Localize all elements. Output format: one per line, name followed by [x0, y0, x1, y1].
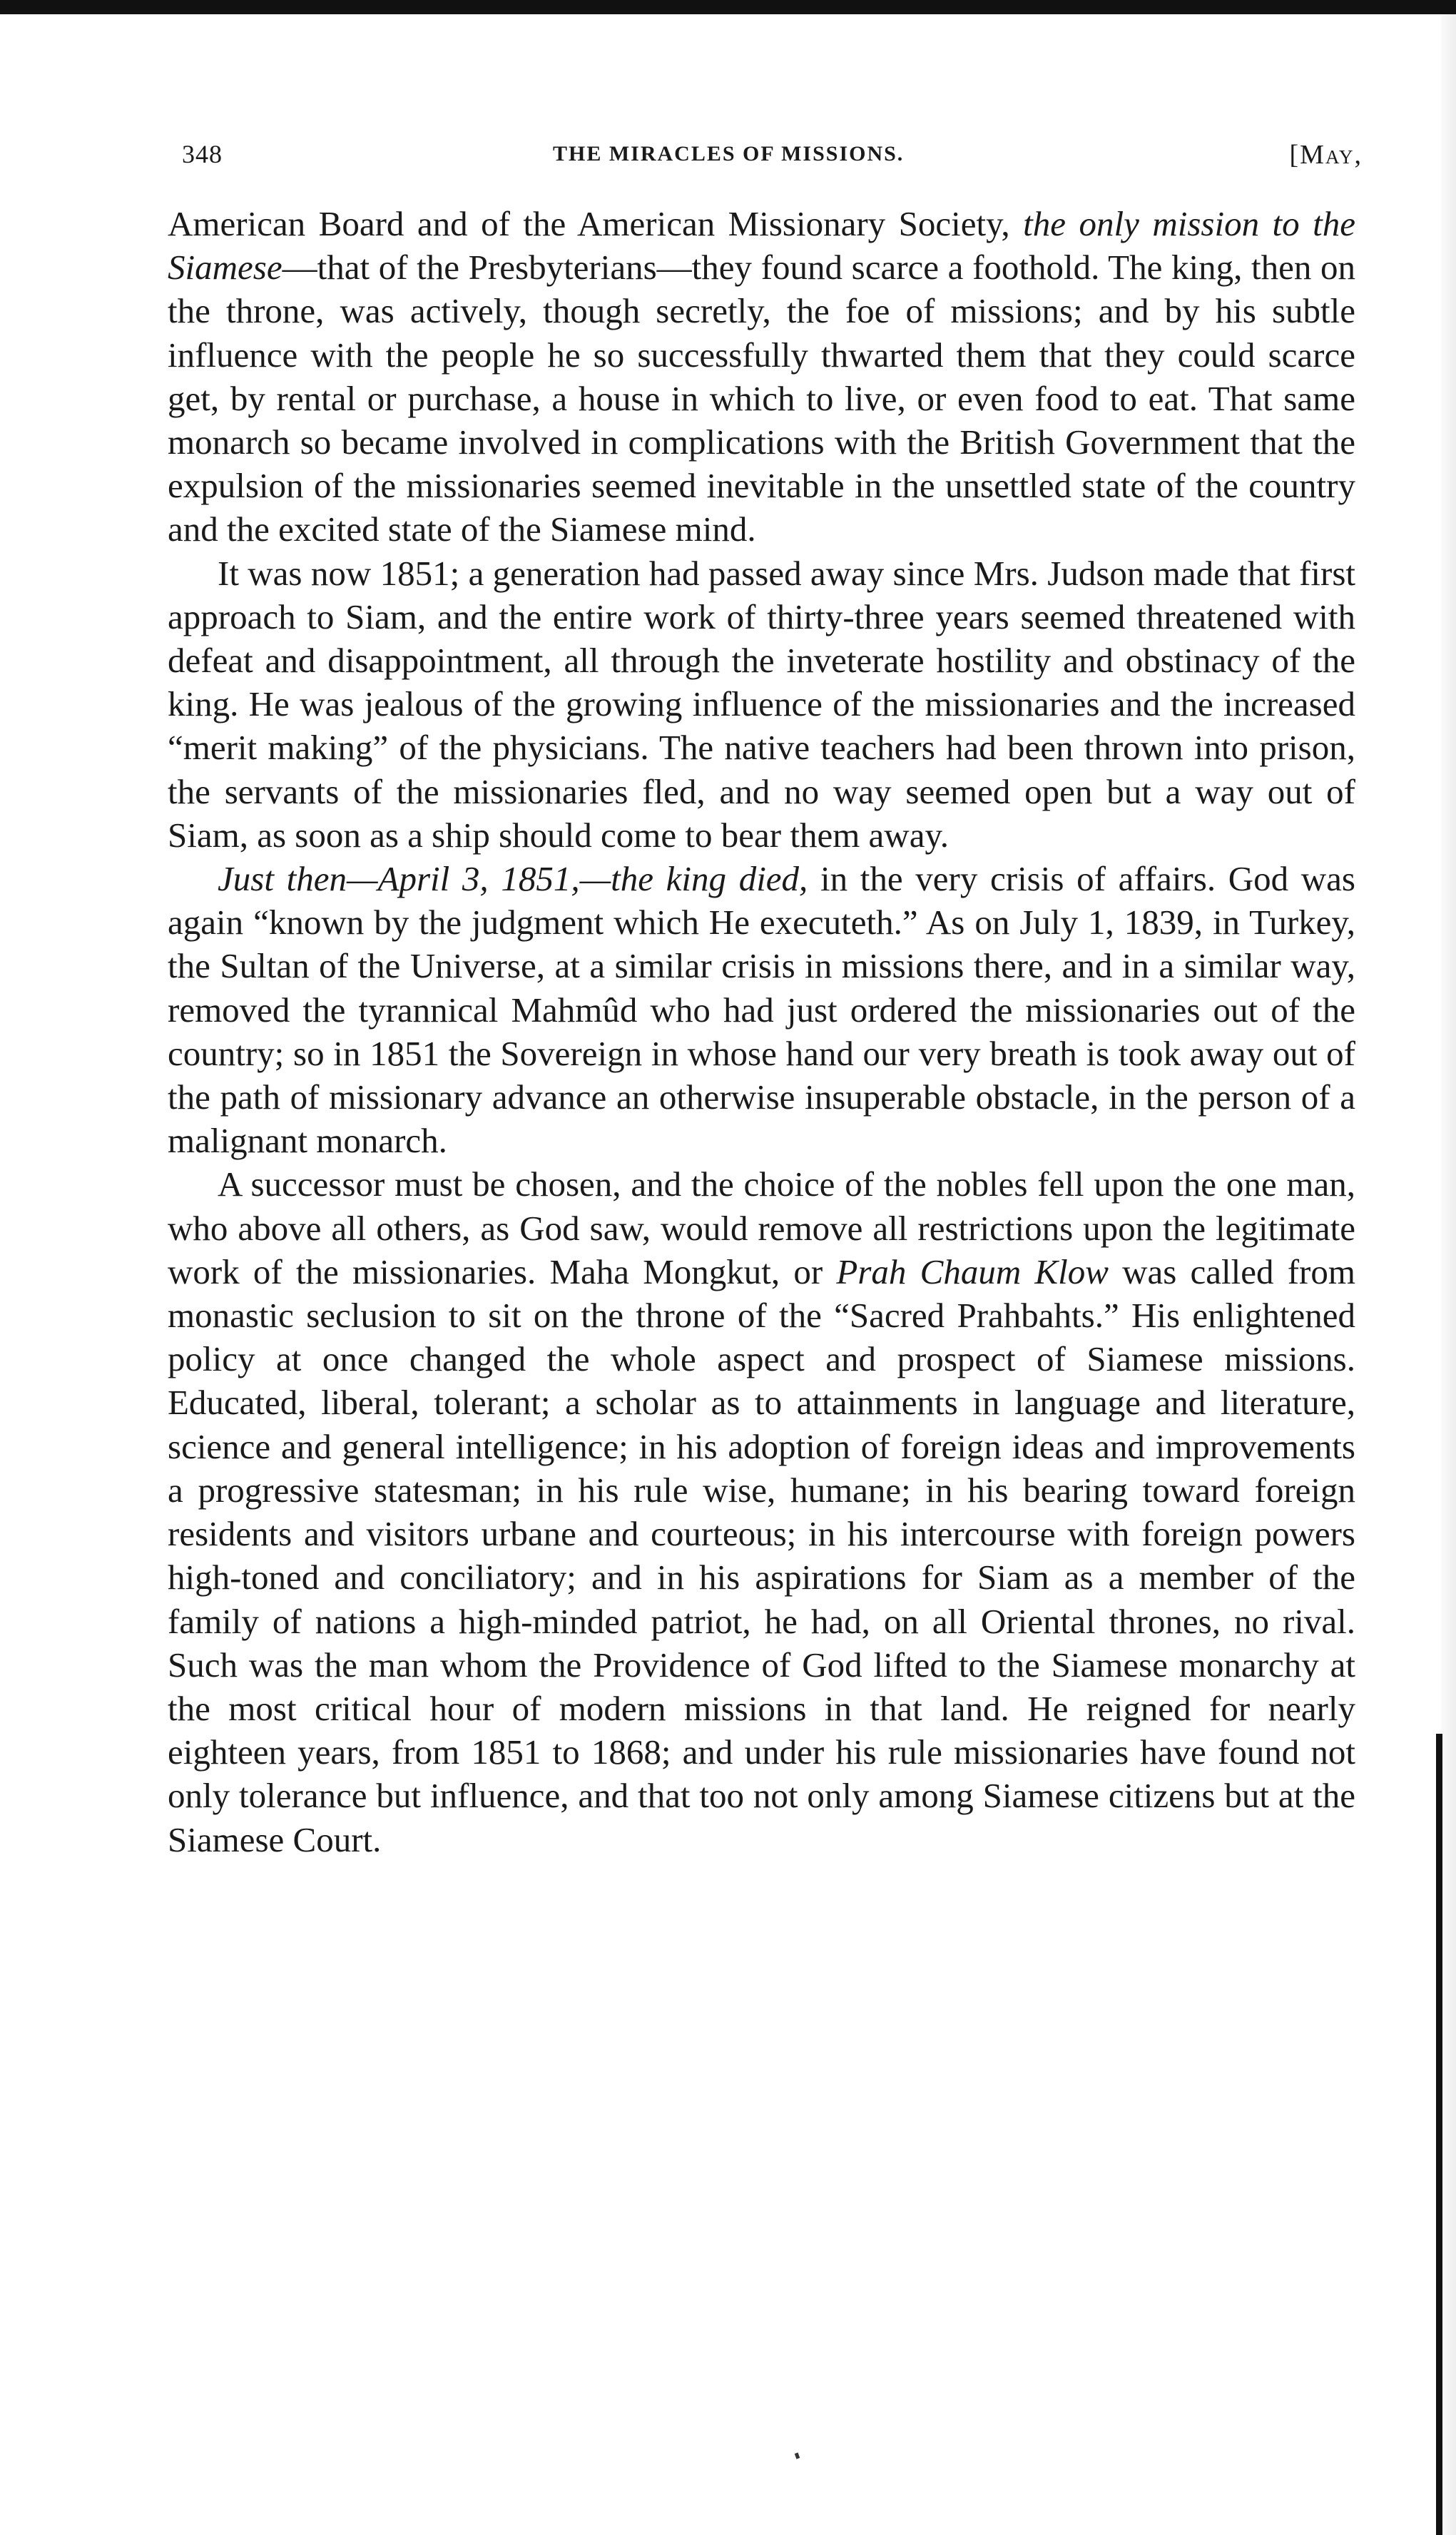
paragraph	[168, 202, 1355, 552]
ink-speck	[795, 2452, 800, 2459]
text-run: was called from monastic seclusion to sit on the throne of the “Sacred Prahbahts.” His enlightened policy at once changed the whole aspect and prospect of Siamese missions. Educated, liberal, tolerant; a scholar as to attainments in language and literature, science and general intelligence; in his adoption of foreign ideas and improvements a progressive statesman; in his rule wise, humane; in his bearing toward foreign residents and visitors urbane and courteous; in his intercourse with foreign powers high-toned and conciliatory; and in his aspirations for Siam as a member of the family of nations a high-minded patriot, he had, on all Oriental thrones, no rival. Such was the man whom the Providence of God lifted to the Siamese monarchy at the most critical hour of modern missions in that land. He reigned for nearly eighteen years, from 1851 to 1868; and under his rule missionaries have found not only tolerance but influence, and that too not only among Siamese citizens but at the Siamese Court.	[168, 1251, 1355, 1859]
running-head-month: [May,	[1289, 140, 1363, 170]
paragraph	[168, 552, 1355, 857]
text-run: —that of the Presbyterians—they found scarce a foothold. The king, then on the throne, was actively, though secretly, the foe of missions; and by his subtle influence with the people he so successfully thwarted them that they could scarce get, by rental or purchase, a house in which to live, or even food to eat. That same monarch so became involved in complications with the British Government that the expulsion of the missionaries seemed inevitable in the unsettled state of the country and the excited state of the Siamese mind.	[168, 248, 1355, 549]
right-edge-rule	[1436, 1734, 1442, 2535]
text-run: American Board and of the American Missionary Society,	[168, 204, 1024, 243]
text-run: It was now 1851; a generation had passed away since Mrs. Judson made that first approach to Siam, and the entire work of thirty-three years seemed threatened with defeat and disappointment, all through the inveterate hostility and obstinacy of the king. He was jealous of the growing influence of the missionaries and the increased “merit making” of the physicians. The native teachers had been thrown into prison, the servants of the missionaries fled, and no way seemed open but a way out of Siam, as soon as a ship should come to bear them away.	[168, 553, 1355, 855]
paragraph	[168, 857, 1355, 1162]
running-head	[168, 139, 1363, 182]
italic-text: Prah Chaum Klow	[836, 1251, 1109, 1291]
page-edge-shadow	[1441, 14, 1456, 2535]
page-content	[168, 139, 1363, 1861]
text-run: in the very crisis of affairs. God was again “known by the judgment which He executeth.” As on July 1, 1839, in Turkey, the Sultan of the Universe, at a similar crisis in missions there, and in a similar way, removed the tyrannical Mahmûd who had just ordered the missionaries out of the country; so in 1851 the Sovereign in whose hand our very breath is took away out of the path of missionary advance an otherwise insuperable obstacle, in the person of a malignant monarch.	[168, 859, 1355, 1161]
top-edge-rule	[0, 0, 1456, 14]
text-run: A successor must be chosen, and the choice of the nobles fell upon the one man, who above all others, as God saw, would remove all restrictions upon the legitimate work of the missionaries. Maha Mongkut, or	[168, 1164, 1355, 1291]
paragraph	[168, 1162, 1355, 1861]
page-number: 348	[182, 140, 223, 168]
italic-text: the only mission to the Siamese	[168, 204, 1355, 288]
italic-text: Just then—April 3, 1851,—the king died,	[218, 859, 808, 899]
body-text	[168, 202, 1355, 1861]
running-title: THE MIRACLES OF MISSIONS.	[553, 142, 905, 166]
